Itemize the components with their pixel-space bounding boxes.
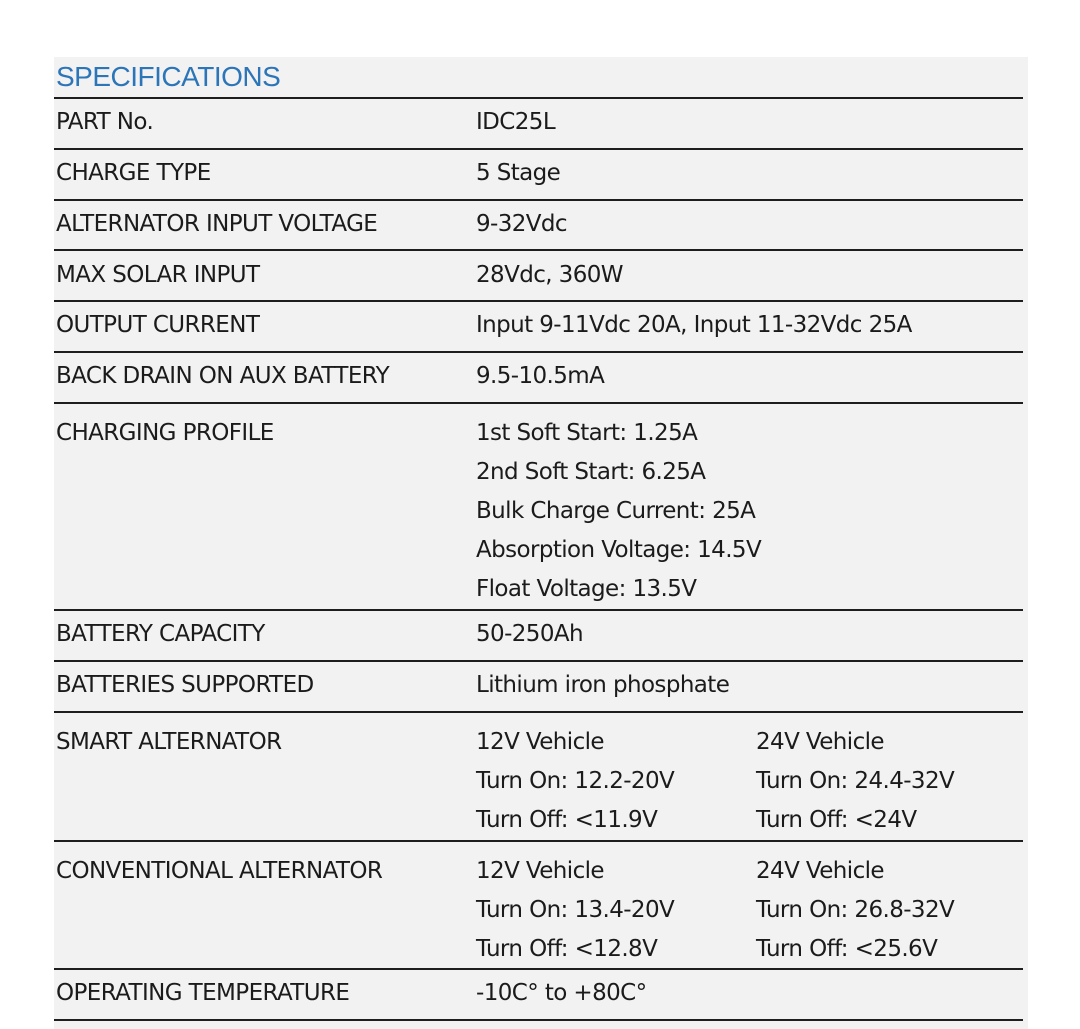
divider <box>54 609 1023 611</box>
spec-label-max-solar-input: MAX SOLAR INPUT <box>56 262 260 288</box>
conventional-alternator-24v-column <box>756 852 954 969</box>
vehicle-line: 12V Vehicle <box>476 858 604 884</box>
spec-label-alternator-input-voltage: ALTERNATOR INPUT VOLTAGE <box>56 211 378 237</box>
spec-label-batteries-supported: BATTERIES SUPPORTED <box>56 672 314 698</box>
profile-line: 1st Soft Start: 1.25A <box>476 420 698 446</box>
spec-label-output-current: OUTPUT CURRENT <box>56 312 260 338</box>
spec-value-part-no: IDC25L <box>476 109 556 135</box>
spec-label-battery-capacity: BATTERY CAPACITY <box>56 621 265 647</box>
spec-label-smart-alternator <box>56 723 281 762</box>
spec-value-charge-type: 5 Stage <box>476 160 561 186</box>
divider <box>54 199 1023 201</box>
spec-value-batteries-supported: Lithium iron phosphate <box>476 672 730 698</box>
vehicle-line: Turn On: 26.8-32V <box>756 897 955 923</box>
divider <box>54 351 1023 353</box>
divider <box>54 711 1023 713</box>
vehicle-line: Turn On: 13.4-20V <box>476 897 675 923</box>
vehicle-line: Turn On: 12.2-20V <box>476 768 675 794</box>
profile-line: 2nd Soft Start: 6.25A <box>476 459 706 485</box>
vehicle-line: Turn Off: <12.8V <box>476 936 658 962</box>
spec-label-text: SMART ALTERNATOR <box>56 729 282 755</box>
divider <box>54 660 1023 662</box>
spec-value-battery-capacity: 50-250Ah <box>476 621 583 647</box>
divider <box>54 840 1023 842</box>
vehicle-line: 12V Vehicle <box>476 729 604 755</box>
smart-alternator-12v-column <box>476 723 674 840</box>
profile-line: Float Voltage: 13.5V <box>476 576 697 602</box>
divider <box>54 148 1023 150</box>
divider <box>54 249 1023 251</box>
vehicle-line: Turn On: 24.4-32V <box>756 768 955 794</box>
spec-label-conventional-alternator <box>56 852 382 891</box>
spec-label-text: CONVENTIONAL ALTERNATOR <box>56 858 383 884</box>
vehicle-line: 24V Vehicle <box>756 858 884 884</box>
vehicle-line: Turn Off: <11.9V <box>476 807 658 833</box>
spec-value-max-solar-input: 28Vdc, 360W <box>476 262 623 288</box>
profile-line: Absorption Voltage: 14.5V <box>476 537 762 563</box>
profile-line: Bulk Charge Current: 25A <box>476 498 756 524</box>
spec-label-operating-temperature: OPERATING TEMPERATURE <box>56 980 350 1006</box>
spec-label-part-no: PART No. <box>56 109 154 135</box>
divider <box>54 300 1023 302</box>
divider <box>54 1019 1023 1021</box>
spec-value-alternator-input-voltage: 9-32Vdc <box>476 211 567 237</box>
divider <box>54 968 1023 970</box>
vehicle-line: Turn Off: <25.6V <box>756 936 938 962</box>
specifications-title: SPECIFICATIONS <box>56 61 281 92</box>
vehicle-line: 24V Vehicle <box>756 729 884 755</box>
spec-value-output-current: Input 9-11Vdc 20A, Input 11-32Vdc 25A <box>476 312 912 338</box>
spec-label-text: CHARGING PROFILE <box>56 420 274 446</box>
divider <box>54 97 1023 99</box>
divider <box>54 402 1023 404</box>
conventional-alternator-12v-column <box>476 852 674 969</box>
spec-label-charge-type: CHARGE TYPE <box>56 160 211 186</box>
spec-label-charging-profile <box>56 414 274 453</box>
spec-value-charging-profile <box>476 414 761 609</box>
spec-label-back-drain: BACK DRAIN ON AUX BATTERY <box>56 363 390 389</box>
spec-value-back-drain: 9.5-10.5mA <box>476 363 605 389</box>
spec-value-operating-temperature: -10C° to +80C° <box>476 980 647 1006</box>
vehicle-line: Turn Off: <24V <box>756 807 917 833</box>
smart-alternator-24v-column <box>756 723 954 840</box>
